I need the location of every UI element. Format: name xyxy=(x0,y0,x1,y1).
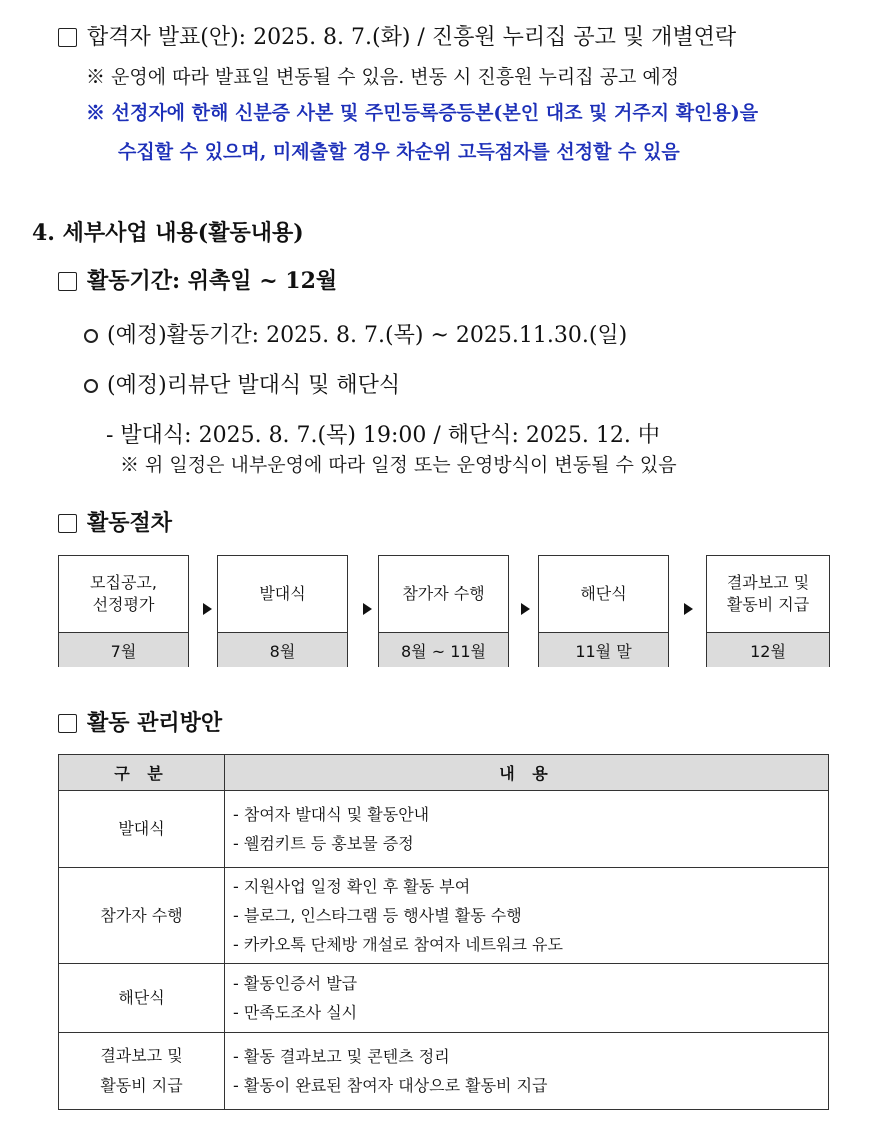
step-month: 11월 말 xyxy=(539,633,668,667)
management-heading xyxy=(58,706,222,737)
row-item: - 활동 결과보고 및 콘텐츠 정리 xyxy=(233,1047,450,1066)
ceremony-bullet xyxy=(84,368,400,399)
table-row xyxy=(59,868,829,964)
step-label: 참가자 수행 xyxy=(379,556,508,633)
arrow-right-icon xyxy=(203,603,212,615)
row-item: - 지원사업 일정 확인 후 활동 부여 xyxy=(233,877,471,896)
procedure-step xyxy=(217,555,348,667)
period-heading-text: 활동기간: 위촉일 ~ 12월 xyxy=(87,268,338,294)
table-row xyxy=(59,1033,829,1110)
circle-bullet-icon xyxy=(84,329,98,343)
row-content xyxy=(225,791,829,868)
column-header-category: 구 분 xyxy=(59,755,225,791)
procedure-step xyxy=(706,555,830,667)
table-row xyxy=(59,791,829,868)
row-content xyxy=(225,964,829,1033)
row-category: 참가자 수행 xyxy=(59,868,225,964)
row-item: - 참여자 발대식 및 활동안내 xyxy=(233,805,430,824)
row-content xyxy=(225,868,829,964)
row-item: - 카카오톡 단체방 개설로 참여자 네트워크 유도 xyxy=(233,935,563,954)
section-title: 4. 세부사업 내용(활동내용) xyxy=(32,220,304,246)
period-bullet-text: (예정)활동기간: 2025. 8. 7.(목) ~ 2025.11.30.(일) xyxy=(107,323,628,348)
ceremony-dates: - 발대식: 2025. 8. 7.(목) 19:00 / 해단식: 2025. 12. 中 xyxy=(106,423,660,448)
announcement-notice-line2: 수집할 수 있으며, 미제출할 경우 차순위 고득점자를 선정할 수 있음 xyxy=(118,141,680,163)
announcement-note: ※ 운영에 따라 발표일 변동될 수 있음. 변동 시 진흥원 누리집 공고 예정 xyxy=(86,66,680,88)
row-item: - 활동인증서 발급 xyxy=(233,974,358,993)
row-category: 해단식 xyxy=(59,964,225,1033)
procedure-step xyxy=(538,555,669,667)
step-label: 발대식 xyxy=(218,556,347,633)
table-row xyxy=(59,964,829,1033)
row-item: - 만족도조사 실시 xyxy=(233,1003,358,1022)
row-category: 발대식 xyxy=(59,791,225,868)
row-content xyxy=(225,1033,829,1110)
period-heading xyxy=(58,264,337,295)
procedure-heading xyxy=(58,506,172,537)
procedure-step xyxy=(58,555,189,667)
arrow-right-icon xyxy=(684,603,693,615)
announcement-heading-text: 합격자 발표(안): 2025. 8. 7.(화) / 진흥원 누리집 공고 및 개별연락 xyxy=(87,25,737,50)
ceremony-bullet-text: (예정)리뷰단 발대식 및 해단식 xyxy=(107,373,401,398)
step-label: 모집공고, 선정평가 xyxy=(59,556,188,633)
checkbox-square-icon xyxy=(58,714,77,733)
arrow-right-icon xyxy=(363,603,372,615)
period-bullet xyxy=(84,318,627,349)
announcement-notice-line1: ※ 선정자에 한해 신분증 사본 및 주민등록증등본(본인 대조 및 거주지 확인용)을 xyxy=(86,102,759,124)
arrow-right-icon xyxy=(521,603,530,615)
schedule-note: ※ 위 일정은 내부운영에 따라 일정 또는 운영방식이 변동될 수 있음 xyxy=(120,454,677,476)
step-month: 8월 xyxy=(218,633,347,667)
step-label: 해단식 xyxy=(539,556,668,633)
management-heading-text: 활동 관리방안 xyxy=(87,710,223,736)
table-header-row xyxy=(59,755,829,791)
row-item: - 활동이 완료된 참여자 대상으로 활동비 지급 xyxy=(233,1076,548,1095)
column-header-content: 내 용 xyxy=(225,755,829,791)
row-category: 결과보고 및 활동비 지급 xyxy=(59,1033,225,1110)
management-table xyxy=(58,754,829,1110)
announcement-heading xyxy=(58,20,736,51)
procedure-heading-text: 활동절차 xyxy=(87,510,173,536)
row-item: - 웰컴키트 등 홍보물 증정 xyxy=(233,834,414,853)
procedure-step xyxy=(378,555,509,667)
checkbox-square-icon xyxy=(58,28,77,47)
checkbox-square-icon xyxy=(58,272,77,291)
step-month: 12월 xyxy=(707,633,829,667)
step-month: 7월 xyxy=(59,633,188,667)
step-month: 8월 ~ 11월 xyxy=(379,633,508,667)
step-label: 결과보고 및 활동비 지급 xyxy=(707,556,829,633)
checkbox-square-icon xyxy=(58,514,77,533)
row-item: - 블로그, 인스타그램 등 행사별 활동 수행 xyxy=(233,906,522,925)
circle-bullet-icon xyxy=(84,379,98,393)
